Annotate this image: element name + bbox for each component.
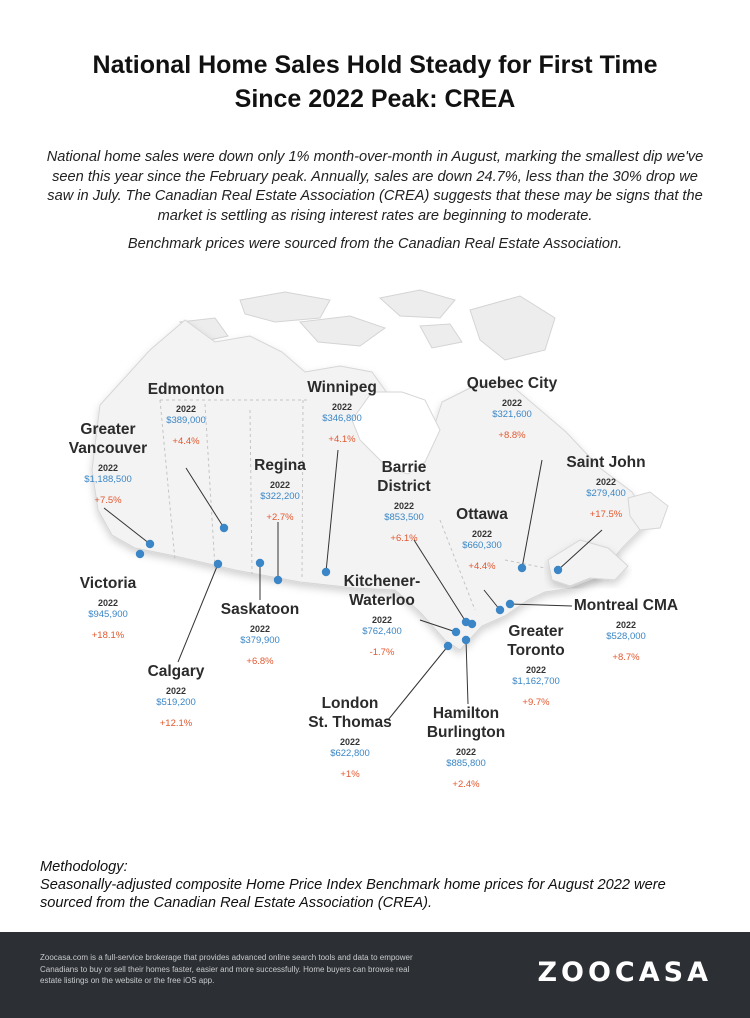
city-label-montreal-cma bbox=[556, 596, 696, 663]
city-name: Montreal CMA bbox=[573, 597, 679, 614]
city-name: Quebec City bbox=[466, 375, 558, 392]
city-change: +18.1% bbox=[91, 630, 125, 641]
city-name: Barrie District bbox=[377, 459, 431, 495]
city-change: +17.5% bbox=[589, 509, 623, 520]
city-change: +1% bbox=[340, 769, 360, 780]
city-name: Saskatoon bbox=[220, 601, 300, 618]
city-name: Victoria bbox=[79, 575, 137, 592]
marker-saint-john[interactable] bbox=[554, 566, 562, 574]
city-change: +8.8% bbox=[498, 430, 526, 441]
city-change: +6.8% bbox=[246, 656, 274, 667]
city-label-hamilton-burlington bbox=[396, 704, 536, 790]
city-name: Hamilton Burlington bbox=[426, 705, 506, 741]
city-year: 2022 bbox=[393, 501, 415, 511]
city-price: $660,300 bbox=[462, 540, 502, 551]
city-year: 2022 bbox=[501, 398, 523, 408]
marker-saskatoon[interactable] bbox=[256, 559, 264, 567]
city-price: $1,188,500 bbox=[84, 474, 132, 485]
city-name: London St. Thomas bbox=[308, 695, 392, 731]
marker-calgary[interactable] bbox=[214, 560, 222, 568]
city-name: Edmonton bbox=[147, 381, 225, 398]
city-year: 2022 bbox=[249, 624, 271, 634]
city-year: 2022 bbox=[339, 737, 361, 747]
city-price: $945,900 bbox=[88, 609, 128, 620]
city-year: 2022 bbox=[455, 747, 477, 757]
city-label-edmonton bbox=[116, 380, 256, 447]
city-label-calgary bbox=[106, 662, 246, 729]
city-name: Greater Vancouver bbox=[68, 421, 148, 457]
city-price: $279,400 bbox=[586, 488, 626, 499]
city-change: +8.7% bbox=[612, 652, 640, 663]
city-change: +2.7% bbox=[266, 512, 294, 523]
city-label-winnipeg bbox=[272, 378, 412, 445]
footer-text: Zoocasa.com is a full-service brokerage that provides advanced online search tools and data to empower Canadians to buy or sell their homes faster, easier and more successfully. Home buyers can browse real estate listings on the website or the free iOS app. bbox=[40, 953, 413, 985]
city-price: $346,800 bbox=[322, 413, 362, 424]
city-name: Calgary bbox=[147, 663, 205, 680]
city-change: +4.1% bbox=[328, 434, 356, 445]
city-price: $322,200 bbox=[260, 491, 300, 502]
city-price: $379,900 bbox=[240, 635, 280, 646]
marker-victoria[interactable] bbox=[136, 550, 144, 558]
marker-montreal-cma[interactable] bbox=[506, 600, 514, 608]
source-note: Benchmark prices were sourced from the Canadian Real Estate Association. bbox=[127, 236, 623, 252]
city-price: $885,800 bbox=[446, 758, 486, 769]
intro-paragraph: National home sales were down only 1% month-over-month in August, marking the smallest dip we've seen this year since the February peak. Annually, sales are down 24.7%, less than the 30% drop we saw in July. The Canadian Real Estate Association (CREA) suggests that these may be signs that the market is settling as rising interest rates are beginning to moderate. bbox=[46, 149, 704, 224]
city-change: -1.7% bbox=[369, 647, 395, 658]
city-name: Greater Toronto bbox=[507, 623, 565, 659]
page-title bbox=[40, 48, 710, 116]
city-name: Saint John bbox=[566, 454, 646, 471]
city-change: +4.4% bbox=[172, 436, 200, 447]
city-year: 2022 bbox=[331, 402, 353, 412]
city-year: 2022 bbox=[165, 686, 187, 696]
city-name: Regina bbox=[254, 457, 306, 474]
city-price: $528,000 bbox=[606, 631, 646, 642]
city-year: 2022 bbox=[97, 598, 119, 608]
city-change: +7.5% bbox=[94, 495, 122, 506]
city-price: $519,200 bbox=[156, 697, 196, 708]
city-label-quebec-city bbox=[442, 374, 582, 441]
city-price: $321,600 bbox=[492, 409, 532, 420]
city-year: 2022 bbox=[175, 404, 197, 414]
title-line-1: National Home Sales Hold Steady for First Time bbox=[92, 51, 658, 79]
city-year: 2022 bbox=[615, 620, 637, 630]
city-year: 2022 bbox=[371, 615, 393, 625]
city-price: $1,162,700 bbox=[512, 676, 560, 687]
city-label-saint-john bbox=[536, 453, 676, 520]
footer bbox=[0, 932, 750, 1018]
city-change: +6.1% bbox=[390, 533, 418, 544]
methodology-text: Seasonally-adjusted composite Home Price Index Benchmark home prices for August 2022 were sourced from the Canadian Real Estate Association (CREA). bbox=[40, 877, 666, 911]
city-label-ottawa bbox=[412, 505, 552, 572]
city-label-regina bbox=[210, 456, 350, 523]
city-change: +9.7% bbox=[522, 697, 550, 708]
city-change: +2.4% bbox=[452, 779, 480, 790]
city-label-kitchener-waterloo bbox=[312, 572, 452, 658]
city-year: 2022 bbox=[471, 529, 493, 539]
city-label-victoria bbox=[38, 574, 178, 641]
city-name: Winnipeg bbox=[307, 379, 377, 396]
city-name: Kitchener- Waterloo bbox=[343, 573, 421, 609]
city-year: 2022 bbox=[97, 463, 119, 473]
zoocasa-logo[interactable]: ZOOCASA bbox=[537, 957, 712, 988]
city-year: 2022 bbox=[269, 480, 291, 490]
marker-edmonton[interactable] bbox=[220, 524, 228, 532]
city-change: +12.1% bbox=[159, 718, 193, 729]
methodology-heading: Methodology: bbox=[40, 859, 128, 875]
city-label-saskatoon bbox=[190, 600, 330, 667]
methodology bbox=[40, 858, 720, 912]
city-price: $853,500 bbox=[384, 512, 424, 523]
city-change: +4.4% bbox=[468, 561, 496, 572]
marker-greater-vancouver[interactable] bbox=[146, 540, 154, 548]
city-year: 2022 bbox=[525, 665, 547, 675]
city-name: Ottawa bbox=[456, 506, 508, 523]
marker-kitchener-waterloo[interactable] bbox=[452, 628, 460, 636]
title-line-2: Since 2022 Peak: CREA bbox=[234, 85, 516, 113]
city-price: $622,800 bbox=[330, 748, 370, 759]
city-price: $762,400 bbox=[362, 626, 402, 637]
marker-ottawa[interactable] bbox=[496, 606, 504, 614]
city-price: $389,000 bbox=[166, 415, 206, 426]
city-year: 2022 bbox=[595, 477, 617, 487]
marker-regina[interactable] bbox=[274, 576, 282, 584]
